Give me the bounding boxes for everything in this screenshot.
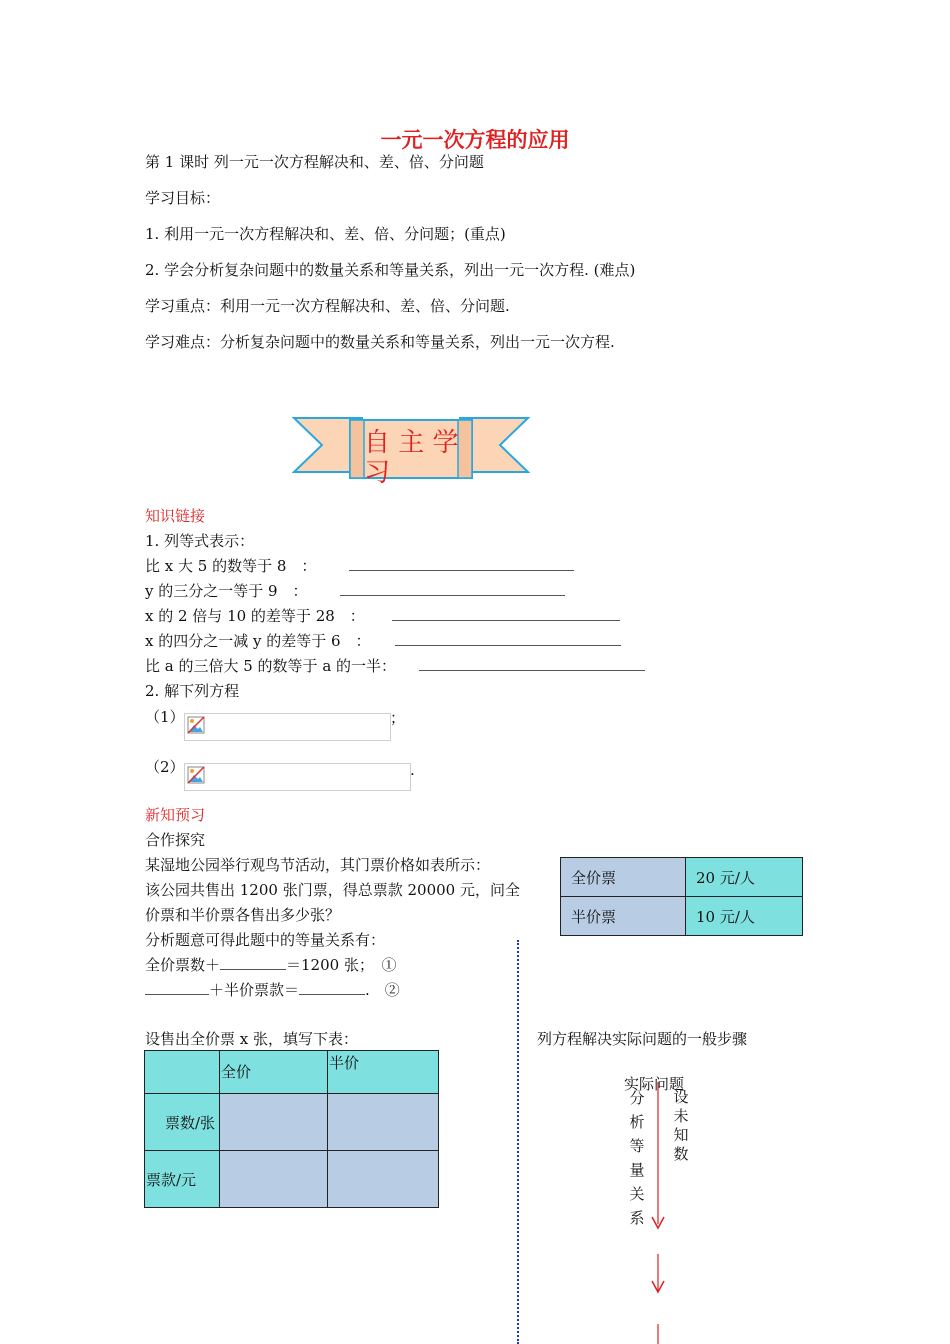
goal-2: 2. 学会分析复杂问题中的数量关系和等量关系，列出一元一次方程. (难点) [145,261,636,279]
analysis-line: 分析题意可得此题中的等量关系有： [145,931,386,949]
equation-image-1 [184,713,391,741]
table-header-cell: 全价 [220,1051,328,1094]
sub-question-2-end: . [410,761,415,779]
answer-cell[interactable] [328,1094,439,1151]
steps-title: 列方程解决实际问题的一般步骤 [537,1030,748,1048]
broken-image-icon [187,766,205,784]
answer-blank[interactable] [419,656,645,671]
equation-line-3 [145,606,620,626]
equation-prompt: y 的三分之一等于 9 ： [145,582,308,600]
goal-1: 1. 利用一元一次方程解决和、差、倍、分问题；(重点) [145,225,506,243]
lesson-subtitle: 第 1 课时 列一元一次方程解决和、差、倍、分问题 [145,153,484,171]
section-divider [517,940,519,1344]
relation-2 [145,980,400,1000]
step-set-unknown: 设未知数 [673,1088,689,1163]
answer-blank[interactable] [145,980,209,995]
ticket-type-cell: 半价票 [561,897,686,936]
banner-text: 自 主 学 习 [364,428,459,488]
key-point: 学习重点：利用一元一次方程解决和、差、倍、分问题. [145,297,510,315]
flow-arrows [640,1074,680,1344]
answer-cell[interactable] [328,1151,439,1208]
table-header-row [145,1051,439,1094]
ticket-price-cell: 20 元/人 [686,858,803,897]
equation-line-2 [145,581,565,601]
equation-prompt: 比 a 的三倍大 5 的数等于 a 的一半： [145,657,397,675]
table-row [145,1094,439,1151]
equation-image-2 [184,763,411,791]
fill-in-table [144,1050,439,1208]
row-label-cell: 票款/元 [145,1151,220,1208]
step-analyze-relation: 分析等量关系 [629,1089,645,1227]
problem-line-3: 价票和半价票各售出多少张？ [145,906,341,924]
knowledge-heading: 知识链接 [145,507,206,525]
sub-question-2-label: （2） [145,758,185,776]
section-banner [292,412,530,488]
row-label-cell: 票数/张 [145,1094,220,1151]
problem-line-1: 某湿地公园举行观鸟节活动，其门票价格如表所示： [145,856,491,874]
answer-cell[interactable] [220,1094,328,1151]
relation-text: ＝1200 张； ① [286,956,397,974]
equation-prompt: x 的四分之一减 y 的差等于 6 ： [145,632,371,650]
equation-prompt: 比 x 大 5 的数等于 8 ： [145,557,317,575]
relation-text: 全价票数＋ [145,956,221,974]
equation-line-1 [145,556,574,576]
knowledge-item-1: 1. 列等式表示： [145,532,255,550]
table-header-cell [145,1051,220,1094]
problem-line-2: 该公园共售出 1200 张门票，得总票款 20000 元，问全 [145,881,520,899]
answer-blank[interactable] [220,955,286,970]
ticket-price-cell: 10 元/人 [686,897,803,936]
table-row [561,858,803,897]
step-real-problem: 实际问题 [624,1075,685,1093]
fill-table-intro: 设售出全价票 x 张，填写下表： [145,1030,358,1048]
ticket-type-cell: 全价票 [561,858,686,897]
goals-heading: 学习目标： [145,189,221,207]
answer-blank[interactable] [395,631,621,646]
answer-blank[interactable] [299,980,365,995]
cooperation-heading: 合作探究 [145,831,206,849]
relation-text: ＋半价票款＝ [209,981,300,999]
table-row [145,1151,439,1208]
table-row [561,897,803,936]
equation-line-4 [145,631,621,651]
answer-blank[interactable] [349,556,574,571]
relation-text: . ② [365,981,400,999]
equation-line-5 [145,656,645,676]
answer-blank[interactable] [392,606,620,621]
knowledge-item-2: 2. 解下列方程 [145,682,240,700]
answer-cell[interactable] [220,1151,328,1208]
answer-blank[interactable] [340,581,565,596]
broken-image-icon [187,716,205,734]
table-header-cell: 半价 [328,1051,439,1094]
ticket-price-table [560,857,803,936]
sub-question-1-label: （1） [145,708,185,726]
equation-prompt: x 的 2 倍与 10 的差等于 28 ： [145,607,365,625]
difficulty-point: 学习难点：分析复杂问题中的数量关系和等量关系，列出一元一次方程. [145,333,615,351]
preview-heading: 新知预习 [145,806,206,824]
page-title: 一元一次方程的应用 [380,128,570,152]
relation-1 [145,955,396,975]
sub-question-1-end: ； [390,709,406,727]
